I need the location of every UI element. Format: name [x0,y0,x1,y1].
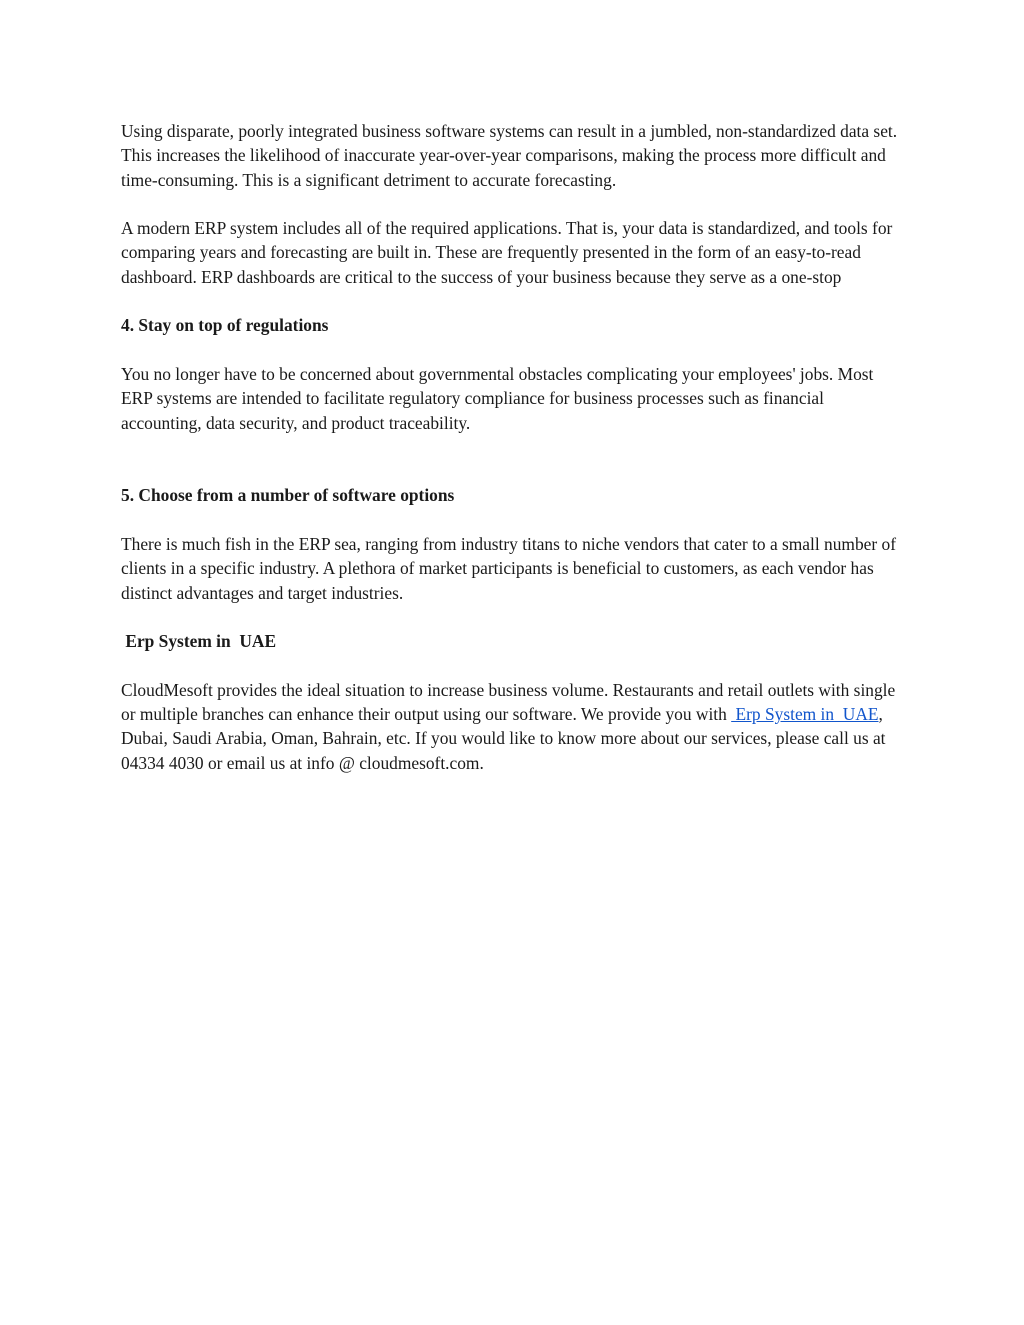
erp-system-uae-link[interactable]: Erp System in UAE [731,704,879,725]
paragraph-spacer [121,605,907,629]
paragraph-software-options: There is much fish in the ERP sea, ranging from industry titans to niche vendors that cater to a small number of clients in a specific industry. A plethora of market participants is beneficial to customers, as each vendor has distinct advantages and target industries. [121,534,896,603]
paragraph-cloudmesoft [121,678,907,775]
paragraph-spacer [121,435,907,484]
paragraph-spacer [121,192,907,216]
paragraph-regulations: You no longer have to be concerned about governmental obstacles complicating your employees' jobs. Most ERP systems are intended to facilitate regulatory compliance for business processes such as financial accounting, data security, and product traceability. [121,363,874,433]
paragraph-spacer [121,289,907,313]
heading-erp-uae: Erp System in UAE [121,631,277,652]
paragraph-cloudmesoft-contact: , Dubai, Saudi Arabia, Oman, Bahrain, etc. If you would like to know more about our services, please call us at 04334 4030 or email us at info @ cloudmesoft.com. [121,704,886,773]
paragraph-modern-erp: A modern ERP system includes all of the required applications. That is, your data is standardized, and tools for comparing years and forecasting are built in. These are frequently presented in the form of an easy-to-read dashboard. ERP dashboards are critical to the success of your business because they serve as a one-stop [121,218,893,287]
document-body [121,119,907,775]
paragraph-spacer [121,338,907,362]
heading-software-options: 5. Choose from a number of software options [121,485,455,506]
paragraph-spacer [121,508,907,532]
paragraph-disparate-systems: Using disparate, poorly integrated business software systems can result in a jumbled, non-standardized data set. This increases the likelihood of inaccurate year-over-year comparisons, making the process more difficult and time-consuming. This is a significant detriment to accurate forecasting. [121,121,898,190]
heading-regulations: 4. Stay on top of regulations [121,315,329,336]
paragraph-cloudmesoft-intro: CloudMesoft provides the ideal situation to increase business volume. Restaurants and retail outlets with single or multiple branches can enhance their output using our software. We provide you with [121,679,896,725]
paragraph-spacer [121,654,907,678]
